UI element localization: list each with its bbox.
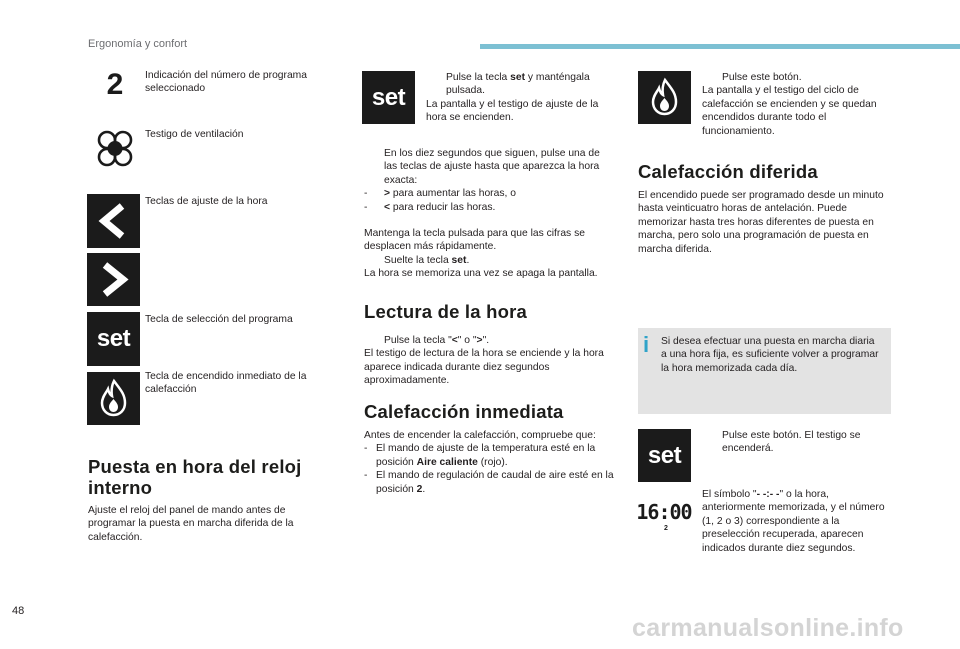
info-icon: i [643,332,650,357]
clock-explanation [702,488,890,555]
step-text: En los diez segundos que siguen, pulse una de las teclas de ajuste hasta que aparezca la hora exacta: [384,148,600,186]
right-chevron-key-icon [87,253,140,306]
puesta-en-hora-paragraph: Ajuste el reloj del panel de mando antes de programar la puesta en marcha diferida de la calefacción. [88,505,294,543]
step-bold: < [384,201,391,213]
step-text: El mando de ajuste de la temperatura esté en la posición [376,443,596,468]
step-text: El mando de regulación de caudal de aire esté en la posición [376,470,614,495]
step-text: (rojo). [477,456,508,468]
page-number: 48 [12,605,25,617]
dash: - [364,201,368,213]
item-program-select-text: Tecla de selección del programa [145,314,293,325]
fan-icon [94,128,136,170]
step-text: Pulse la tecla [446,72,511,83]
step-press-set [426,71,612,125]
step-text: para aumentar las horas, o [390,188,516,200]
set-key-icon [87,312,140,366]
lectura-result: El testigo de lectura de la hora se enciende y la hora aparece indicada durante diez segundos aproximadamente. [364,348,604,387]
lectura-text [364,334,614,388]
clock-display [636,500,692,540]
heading-lectura: Lectura de la hora [364,301,527,322]
step-text: Pulse la tecla " [384,335,452,346]
step-text: . [466,254,470,266]
step-bold: - -:- - [756,489,780,500]
step-text: Suelte la tecla [384,254,452,266]
step-text: " o la hora, anteriormente memorizada, y el número (1, 2 o 3) correspondiente a la preselección recuperada, aparecen indicados durante diez segundos. [702,489,885,554]
step-bold: < [451,335,458,346]
step-text: ". [482,335,490,346]
step-bold: set [451,254,467,266]
dash: - [364,188,368,200]
section-title: Ergonomía y confort [88,38,188,50]
item-time-keys-text: Teclas de ajuste de la hora [145,196,268,207]
diferida-text: El encendido puede ser programado desde un minuto hasta veinticuatro horas de antelación. Puede memorizar hasta tres horas diferentes de puesta en marcha, pero solo una programación de puesta en marcha diferida. [638,190,884,255]
adjust-steps [364,147,614,281]
step-text: y manténgala pulsada. [446,72,590,97]
inmediata-intro: Antes de encender la calefacción, compruebe que: [364,430,596,441]
flame-key-icon [87,372,140,425]
step-result: La pantalla y el testigo de ajuste de la hora se encienden. [426,98,599,124]
header-bar [480,44,960,49]
step-bold: 2 [416,483,423,495]
step-text: Pulse este botón. [722,72,802,83]
info-text: Si desea efectuar una puesta en marcha diaria a una hora fija, es suficiente volver a programar la hora memorizada cada día. [661,336,879,374]
set-key-label: set [647,442,682,469]
step-text: para reducir las horas. [390,201,496,213]
info-box [638,328,891,414]
step-result: La pantalla y el testigo del ciclo de calefacción se encienden y se quedan encendidos durante todo el funcionamiento. [702,85,877,137]
heading-diferida: Calefacción diferida [638,161,818,182]
watermark: carmanualsonline.info [632,614,904,642]
item-program-number-text: Indicación del número de programa seleccionado [145,70,307,95]
step-text: Pulse este botón. El testigo se encenderá. [722,430,861,455]
left-chevron-key-icon [87,194,140,248]
set-key-label: set [371,84,406,111]
step-bold: Aire caliente [416,456,478,468]
item-immediate-heat-text: Tecla de encendido inmediato de la calefacción [145,371,307,396]
right-step-press [702,71,888,138]
step-bold: > [476,335,483,346]
item-ventilation-text: Testigo de ventilación [145,129,244,140]
set-key-icon-right [638,429,691,482]
step-bold: > [384,188,391,200]
step-text: " o " [457,335,477,346]
memorize-note: La hora se memoriza una vez se apaga la pantalla. [364,268,598,280]
set-key-icon-middle [362,71,415,124]
step-bold: set [510,72,525,83]
dash: - [364,443,368,455]
clock-digits: 16:00 [636,500,692,524]
step-text: . [422,483,426,495]
heading-puesta-en-hora: Puesta en hora del reloj interno [88,456,302,498]
right-step-set [702,429,888,456]
set-key-label: set [96,325,131,352]
heading-inmediata: Calefacción inmediata [364,401,564,422]
inmediata-text [364,429,614,496]
flame-key-icon-right [638,71,691,124]
hold-note: Mantenga la tecla pulsada para que las cifras se desplacen más rápidamente. [364,228,585,253]
step-text: El símbolo " [702,489,757,500]
digit-2-icon: 2 [106,68,124,101]
dash: - [364,470,368,482]
clock-program-number: 2 [664,525,668,532]
